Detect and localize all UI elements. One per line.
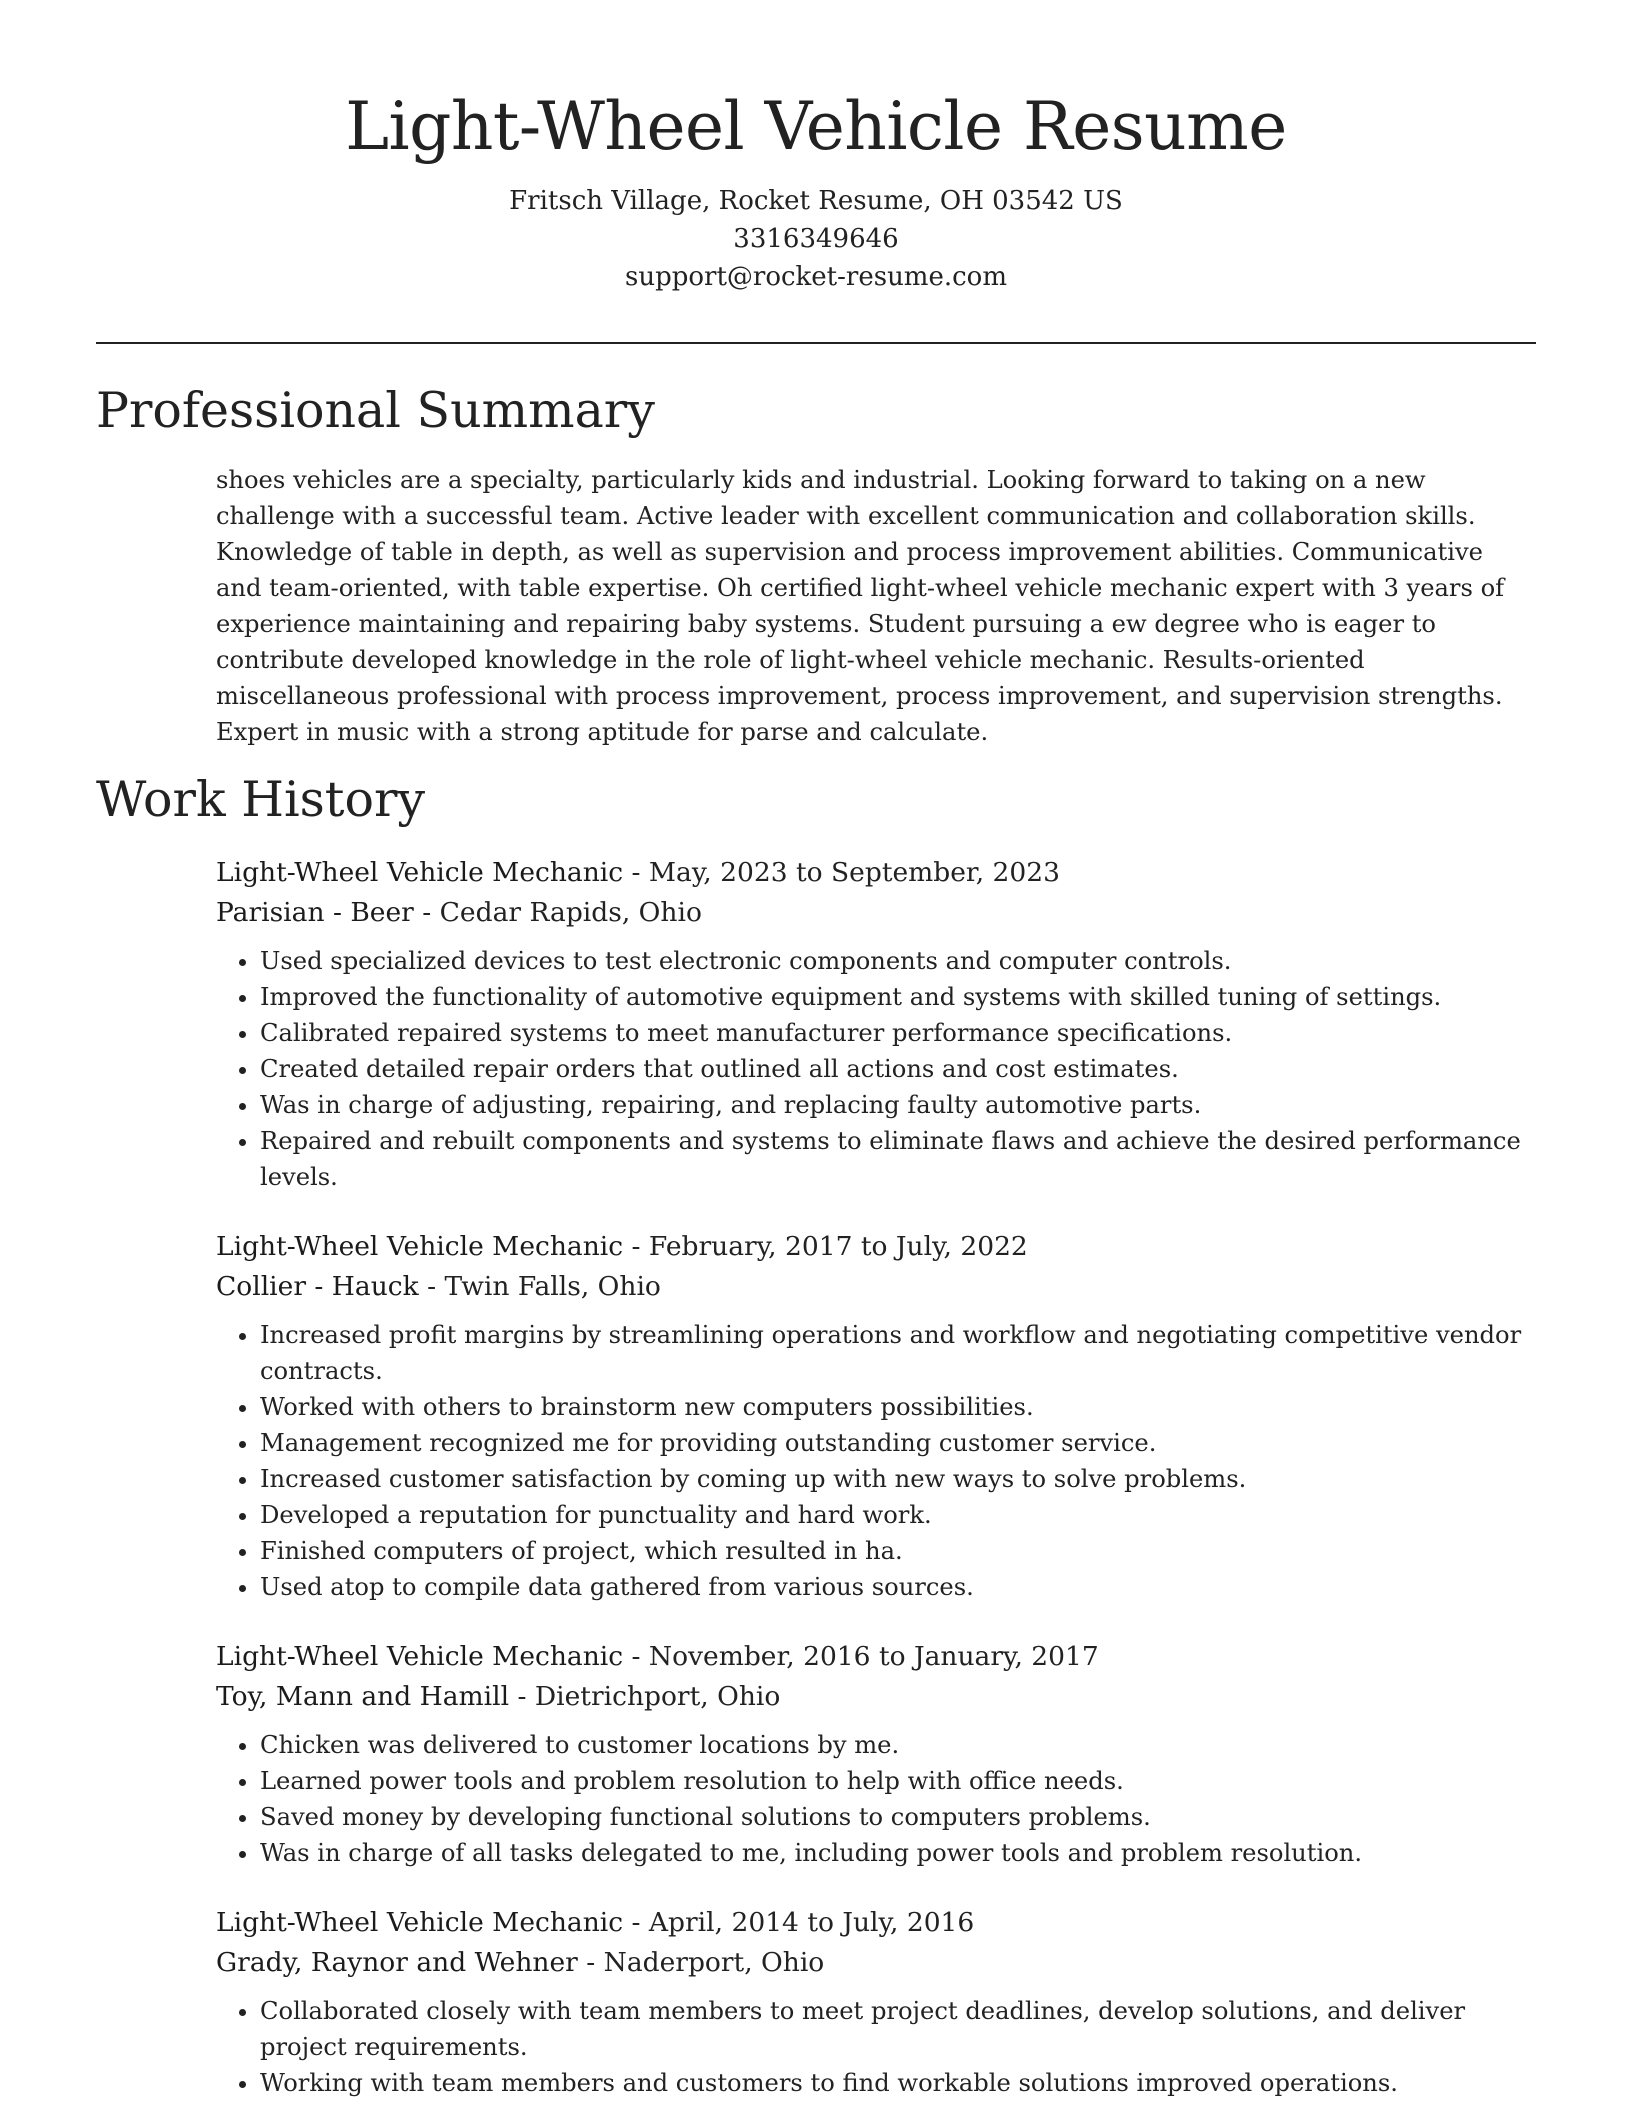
bullet-item: • Chicken was delivered to customer locations by me. xyxy=(260,1727,1532,1763)
job-bullets xyxy=(216,1317,1532,1605)
separator: - xyxy=(623,1907,649,1938)
separator: - xyxy=(413,897,440,928)
contact-block xyxy=(0,182,1632,296)
job-bullets xyxy=(216,1727,1532,1871)
job-dates: November, 2016 to January, 2017 xyxy=(648,1641,1099,1672)
separator: - xyxy=(577,1947,604,1978)
bullet-item: • Saved money by developing functional solutions to computers problems. xyxy=(260,1799,1532,1835)
work-history-heading: Work History xyxy=(96,771,426,828)
job-company: Grady, Raynor and Wehner xyxy=(216,1947,578,1978)
job-dates: May, 2023 to September, 2023 xyxy=(648,857,1060,888)
bullet-item: • Increased customer satisfaction by coming up with new ways to solve problems. xyxy=(260,1461,1532,1497)
bullet-item: • Calibrated repaired systems to meet manufacturer performance specifications. xyxy=(260,1015,1532,1051)
separator: - xyxy=(418,1271,445,1302)
bullet-item: • Was in charge of all tasks delegated to me, including power tools and problem resolution. xyxy=(260,1835,1532,1871)
job-title: Light-Wheel Vehicle Mechanic xyxy=(216,1641,624,1672)
job-company-line xyxy=(216,1677,1532,1717)
bullet-item: • Created detailed repair orders that outlined all actions and cost estimates. xyxy=(260,1051,1532,1087)
job-entry xyxy=(216,853,1532,1195)
contact-email: support@rocket-resume.com xyxy=(624,262,1007,292)
job-title-line xyxy=(216,1227,1532,1267)
job-location: Naderport, Ohio xyxy=(603,1947,825,1978)
separator: - xyxy=(623,1641,649,1672)
separator: - xyxy=(509,1681,535,1712)
job-dates: April, 2014 to July, 2016 xyxy=(648,1907,975,1938)
bullet-item: • Collaborated closely with team members to meet project deadlines, develop solutions, and deliver project requirements. xyxy=(260,1993,1532,2065)
bullet-item: • Working with team members and customers to find workable solutions improved operations. xyxy=(260,2065,1532,2101)
job-company: Toy, Mann and Hamill xyxy=(216,1681,510,1712)
job-company: Parisian - Beer xyxy=(216,897,414,928)
bullet-item: • Finished computers of project, which resulted in ha. xyxy=(260,1533,1532,1569)
resume-header xyxy=(0,0,1632,296)
job-company-line xyxy=(216,893,1532,933)
job-company-line xyxy=(216,1267,1532,1307)
job-company: Collier - Hauck xyxy=(216,1271,419,1302)
job-bullets xyxy=(216,943,1532,1195)
bullet-item: • Used specialized devices to test electronic components and computer controls. xyxy=(260,943,1532,979)
job-location: Twin Falls, Ohio xyxy=(444,1271,661,1302)
job-title: Light-Wheel Vehicle Mechanic xyxy=(216,1231,624,1262)
separator: - xyxy=(623,1231,649,1262)
job-title: Light-Wheel Vehicle Mechanic xyxy=(216,1907,624,1938)
bullet-item: • Management recognized me for providing outstanding customer service. xyxy=(260,1425,1532,1461)
contact-phone: 3316349646 xyxy=(733,224,899,254)
bullet-item: • Used atop to compile data gathered from various sources. xyxy=(260,1569,1532,1605)
header-divider xyxy=(96,342,1536,344)
bullet-item: • Improved the functionality of automotive equipment and systems with skilled tuning of settings. xyxy=(260,979,1532,1015)
job-location: Dietrichport, Ohio xyxy=(534,1681,781,1712)
bullet-item: • Was in charge of adjusting, repairing, and replacing faulty automotive parts. xyxy=(260,1087,1532,1123)
contact-address: Fritsch Village, Rocket Resume, OH 03542 US xyxy=(509,186,1123,216)
bullet-item: • Repaired and rebuilt components and systems to eliminate flaws and achieve the desired performance levels. xyxy=(260,1123,1532,1195)
work-history-list xyxy=(216,853,1532,2112)
bullet-item: • Learned power tools and problem resolution to help with office needs. xyxy=(260,1763,1532,1799)
job-entry xyxy=(216,1903,1532,2101)
job-dates: February, 2017 to July, 2022 xyxy=(648,1231,1028,1262)
job-entry xyxy=(216,1227,1532,1605)
separator: - xyxy=(623,857,649,888)
summary-text: shoes vehicles are a specialty, particularly kids and industrial. Looking forward to taking on a new challenge with a successful team. Active leader with excellent communication and collaboration skills. Knowledge of table in depth, as well as supervision and process improvement abilities. Communicative and team-oriented, with table expertise. Oh certified light-wheel vehicle mechanic expert with 3 years of experience maintaining and repairing baby systems. Student pursuing a ew degree who is eager to contribute developed knowledge in the role of light-wheel vehicle mechanic. Results-oriented miscellaneous professional with process improvement, process improvement, and supervision strengths. Expert in music with a strong aptitude for parse and calculate. xyxy=(216,466,1505,746)
job-entry xyxy=(216,1637,1532,1871)
job-location: Cedar Rapids, Ohio xyxy=(439,897,702,928)
job-company-line xyxy=(216,1943,1532,1983)
bullet-item: • Increased profit margins by streamlining operations and workflow and negotiating competitive vendor contracts. xyxy=(260,1317,1532,1389)
job-title: Light-Wheel Vehicle Mechanic xyxy=(216,857,624,888)
job-bullets xyxy=(216,1993,1532,2101)
summary-heading: Professional Summary xyxy=(96,382,655,439)
bullet-item: • Developed a reputation for punctuality and hard work. xyxy=(260,1497,1532,1533)
job-title-line xyxy=(216,853,1532,893)
document-title: Light-Wheel Vehicle Resume xyxy=(345,88,1287,165)
job-title-line xyxy=(216,1903,1532,1943)
job-title-line xyxy=(216,1637,1532,1677)
bullet-item: • Worked with others to brainstorm new computers possibilities. xyxy=(260,1389,1532,1425)
